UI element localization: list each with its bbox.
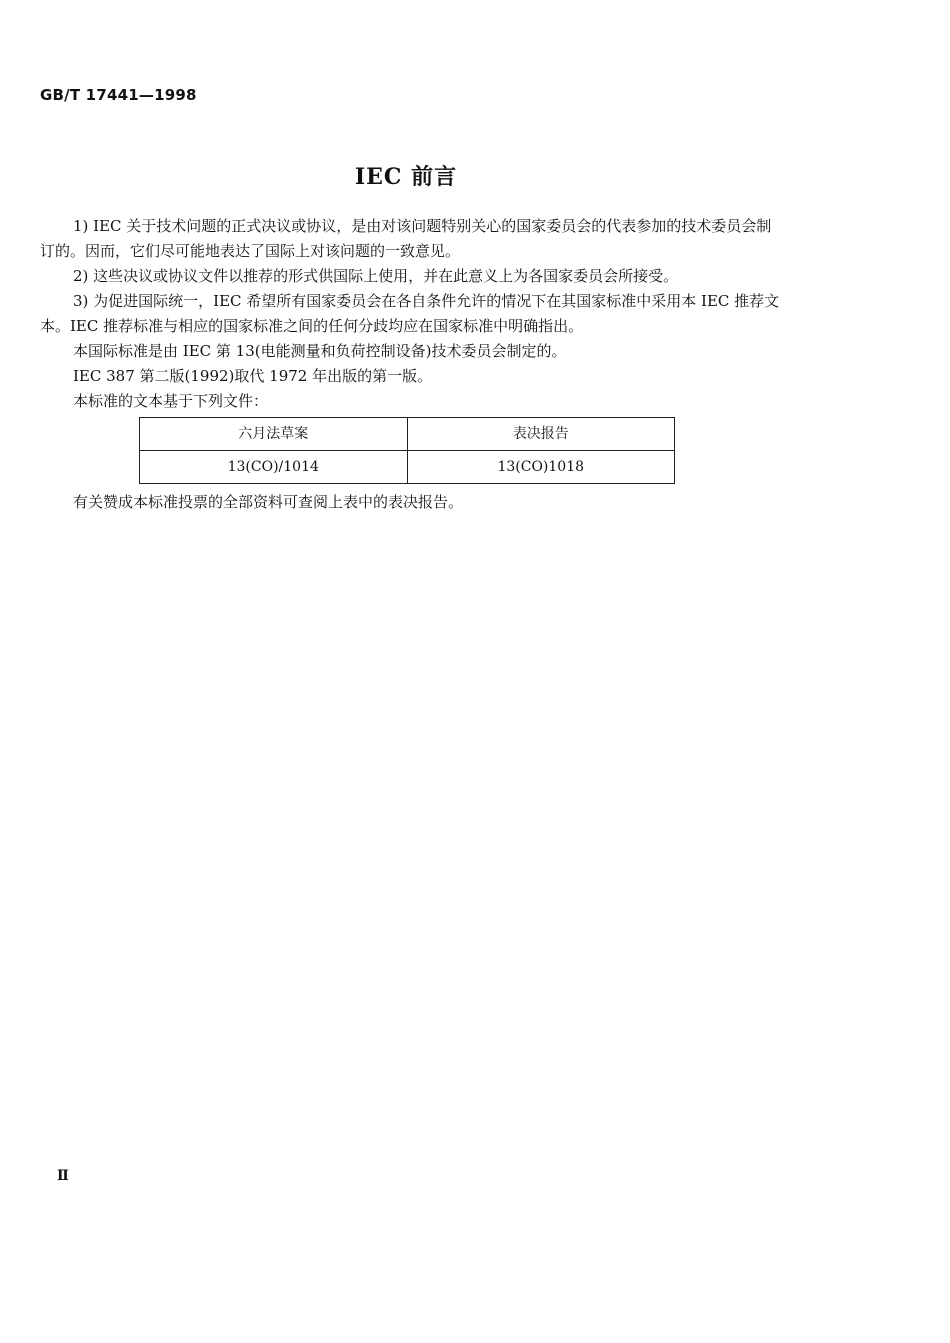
table-header-cell: 表决报告 [407, 418, 675, 451]
table-cell: 13(CO)/1014 [140, 451, 408, 484]
closing-paragraph: 有关赞成本标准投票的全部资料可查阅上表中的表决报告。 [73, 493, 464, 511]
paragraph-4: 本国际标准是由 IEC 第 13(电能测量和负荷控制设备)技术委员会制定的。 [73, 342, 567, 360]
page-number: Ⅱ [57, 1168, 69, 1184]
table-header-row [140, 418, 675, 451]
page-title: IEC 前言 [354, 164, 458, 190]
table-cell: 13(CO)1018 [407, 451, 675, 484]
paragraph-5: IEC 387 第二版(1992)取代 1972 年出版的第一版。 [73, 367, 433, 385]
table-row [140, 451, 675, 484]
document-table [139, 417, 675, 484]
standard-code: GB/T 17441—1998 [40, 86, 197, 104]
paragraph-2: 2) 这些决议或协议文件以推荐的形式供国际上使用，并在此意义上为各国家委员会所接受。 [73, 267, 679, 285]
paragraph-3: 3) 为促进国际统一，IEC 希望所有国家委员会在各自条件允许的情况下在其国家标准中采用本 IEC 推荐文本。IEC 推荐标准与相应的国家标准之间的任何分歧均应在国家标准中明确指出。 [40, 292, 780, 335]
table-header-cell: 六月法草案 [140, 418, 408, 451]
paragraph-6: 本标准的文本基于下列文件： [73, 392, 269, 410]
paragraph-1: 1) IEC 关于技术问题的正式决议或协议，是由对该问题特别关心的国家委员会的代表参加的技术委员会制订的。因而，它们尽可能地表达了国际上对该问题的一致意见。 [40, 217, 772, 260]
document-body [40, 214, 780, 515]
